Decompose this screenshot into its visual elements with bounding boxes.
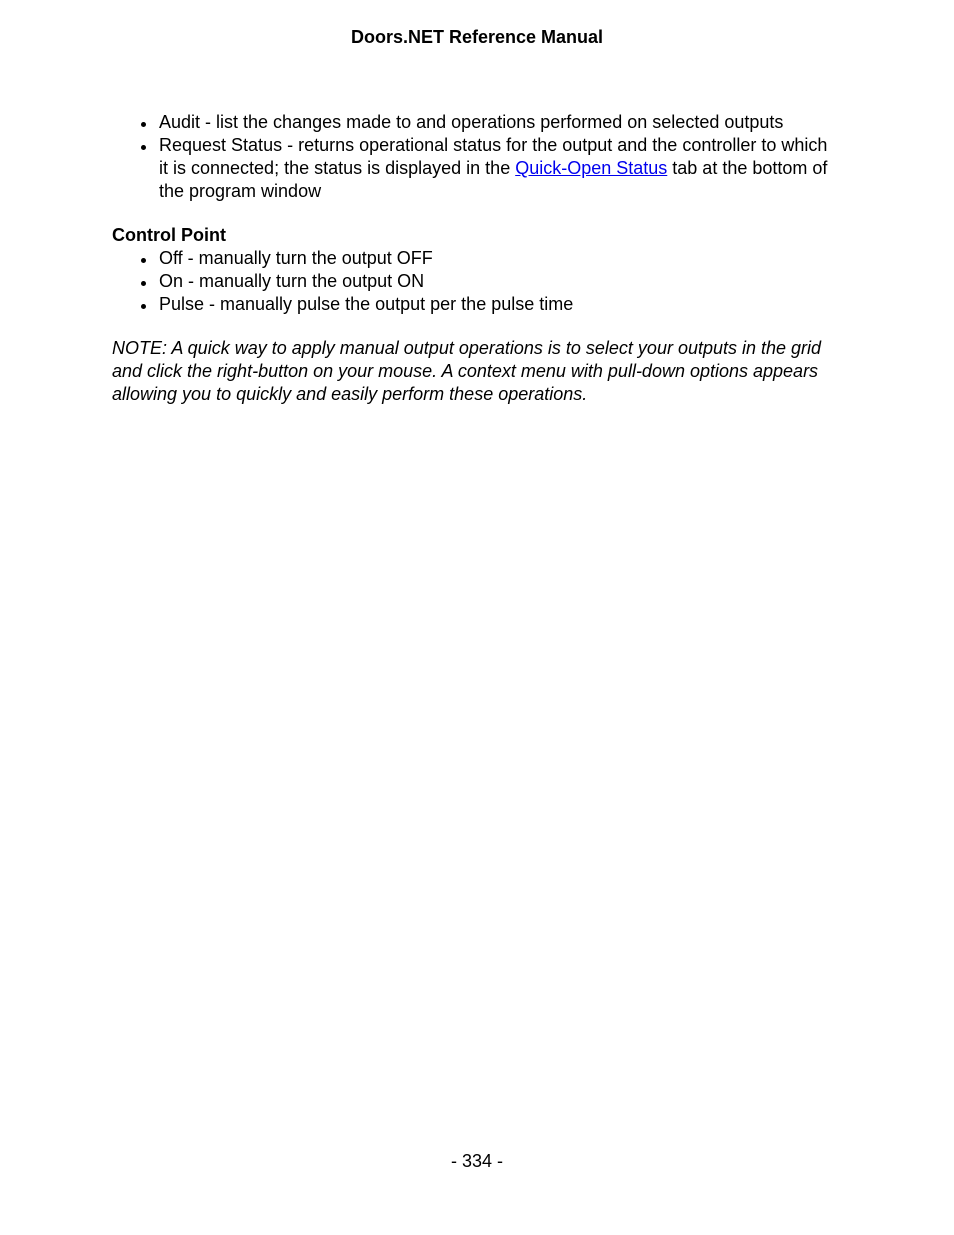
list-item-on (112, 270, 832, 293)
control-point-list (112, 247, 832, 316)
bullet-icon (141, 145, 146, 150)
page-content (112, 111, 832, 406)
list-item-audit (112, 111, 832, 134)
note-paragraph: NOTE: A quick way to apply manual output operations is to select your outputs in the grid and click the right-button on your mouse. A context menu with pull-down options appears allowing you to quickly and easily perform these operations. (112, 338, 822, 404)
bullet-icon (141, 304, 146, 309)
list-item-text: tab at the bottom of the program window (159, 158, 828, 201)
control-point-heading: Control Point (112, 225, 226, 245)
list-item-text: On - manually turn the output ON (159, 271, 425, 291)
list-item-off (112, 247, 832, 270)
list-item-text: Pulse - manually pulse the output per the pulse time (159, 294, 574, 314)
list-item-text: Audit - list the changes made to and operations performed on selected outputs (159, 112, 784, 132)
bullet-icon (141, 281, 146, 286)
page-header: Doors.NET Reference Manual (350, 27, 604, 47)
bullet-icon (141, 122, 146, 127)
list-item-text: Request Status - returns operational status for the output and the controller to which it is connected; the status is displayed in the (159, 135, 828, 178)
list-item-text: Off - manually turn the output OFF (159, 248, 433, 268)
list-item-request-status (112, 134, 832, 203)
page-number: - 334 - (450, 1151, 504, 1171)
bullet-icon (141, 258, 146, 263)
list-item-pulse (112, 293, 832, 316)
operations-list (112, 111, 832, 203)
quick-open-status-link[interactable]: Quick-Open Status (515, 158, 668, 178)
